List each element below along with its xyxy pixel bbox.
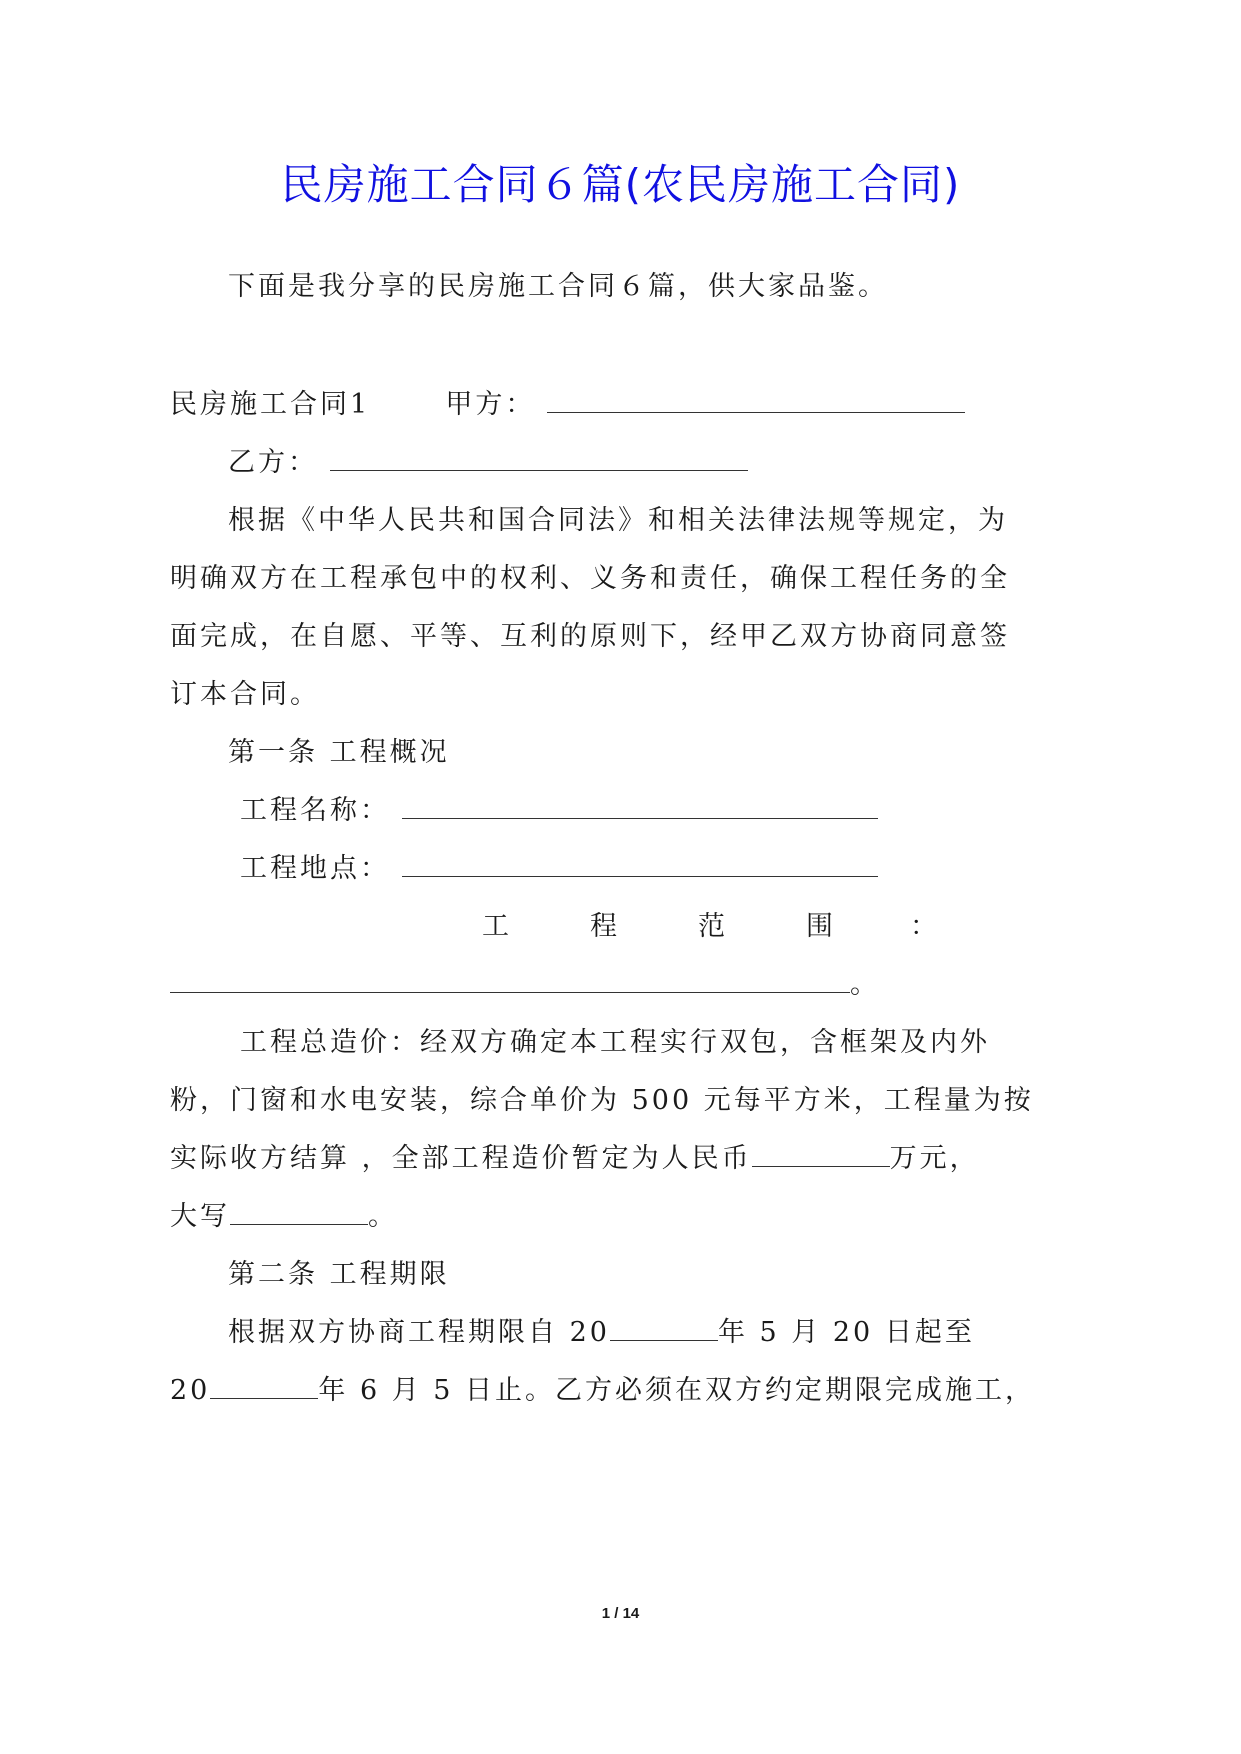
party-b-blank (330, 448, 748, 471)
article2-heading: 第二条 工程期限 (228, 1259, 450, 1290)
cost-text: 大写 (170, 1201, 230, 1232)
scope-char: 围 (806, 911, 836, 942)
cost-text: 。 (368, 1201, 398, 1232)
start-year-blank (610, 1318, 718, 1341)
project-location-label: 工程地点： (240, 853, 390, 884)
term-line (228, 1310, 975, 1349)
amount-blank (752, 1144, 890, 1167)
project-name-line (240, 788, 878, 827)
cost-line (170, 1194, 398, 1233)
party-b-label: 乙方： (228, 447, 318, 478)
project-name-blank (402, 796, 878, 819)
project-location-line (240, 846, 878, 885)
page-title: 民房施工合同６篇(农民房施工合同) (280, 160, 961, 209)
para1-line: 订本合同。 (170, 679, 320, 710)
cost-line: 粉，门窗和水电安装，综合单价为 500 元每平方米，工程量为按 (170, 1085, 1034, 1116)
scope-char: 范 (698, 911, 728, 942)
intro-text: 下面是我分享的民房施工合同６篇，供大家品鉴。 (228, 271, 888, 302)
cost-line (170, 1136, 980, 1175)
cost-text: 实际收方结算 ，全部工程造价暂定为人民币 (170, 1143, 752, 1174)
term-text: 根据双方协商工程期限自 20 (228, 1317, 610, 1348)
para1-line: 面完成，在自愿、平等、互利的原则下，经甲乙双方协商同意签 (170, 621, 1010, 652)
party-a-line (170, 382, 965, 421)
para1-line: 明确双方在工程承包中的权利、义务和责任，确保工程任务的全 (170, 563, 1010, 594)
term-text: 20 (170, 1375, 211, 1406)
party-a-label: 甲方： (445, 389, 536, 420)
party-b-line (228, 440, 748, 479)
project-name-label: 工程名称： (240, 795, 390, 826)
end-year-blank (210, 1376, 318, 1399)
page-number: 1 / 14 (601, 1605, 640, 1622)
term-line (170, 1368, 1035, 1407)
cost-text: 万元， (889, 1143, 980, 1174)
article1-heading: 第一条 工程概况 (228, 737, 450, 768)
contract-heading: 民房施工合同1 (170, 389, 371, 420)
scope-blank-line (170, 962, 880, 1001)
scope-blank (170, 970, 850, 993)
party-a-blank (547, 390, 965, 413)
scope-char: ： (910, 911, 940, 942)
project-location-blank (402, 854, 878, 877)
amount-words-blank (230, 1202, 368, 1225)
scope-char: 工 (482, 911, 512, 942)
scope-char: 程 (590, 911, 620, 942)
para1-line: 根据《中华人民共和国合同法》和相关法律法规等规定，为 (228, 505, 1008, 536)
scope-end: 。 (850, 969, 880, 1000)
term-text: 年 5 月 20 日起至 (717, 1317, 975, 1348)
term-text: 年 6 月 5 日止。乙方必须在双方约定期限完成施工， (318, 1375, 1036, 1406)
cost-line: 工程总造价：经双方确定本工程实行双包，含框架及内外 (240, 1027, 990, 1058)
